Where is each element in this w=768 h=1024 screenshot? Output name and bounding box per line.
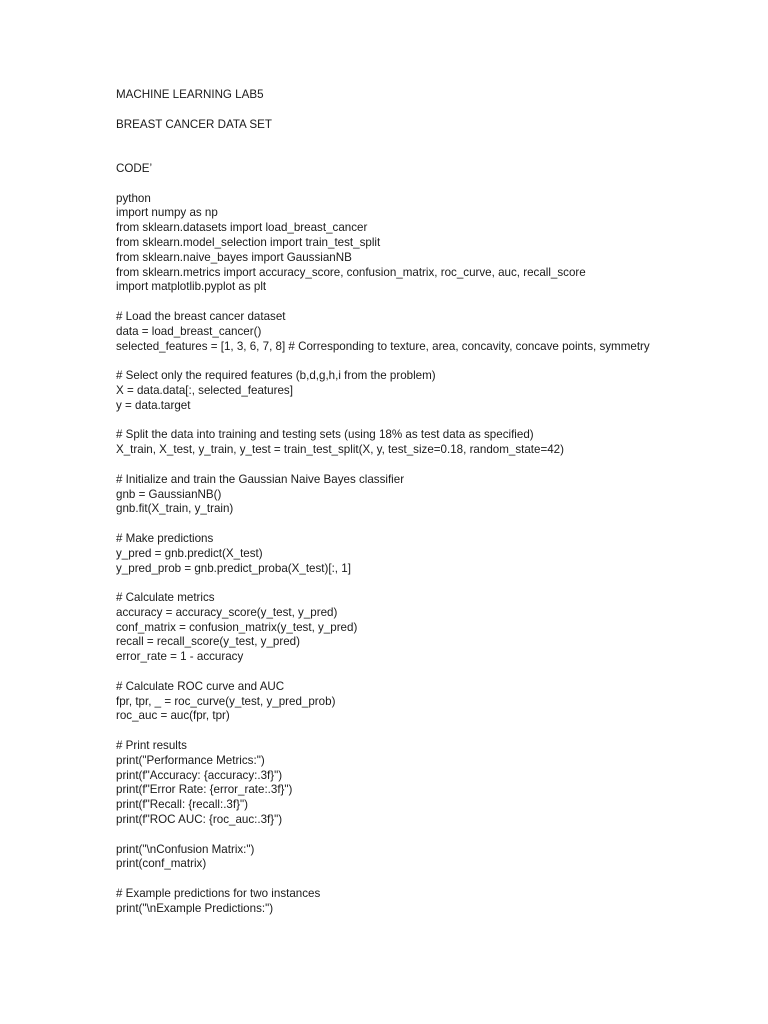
code-line: # Example predictions for two instances: [116, 887, 321, 901]
spacer: [116, 132, 716, 162]
code-block: [116, 192, 716, 296]
code-line: conf_matrix = confusion_matrix(y_test, y_pred): [116, 620, 358, 634]
code-block: [116, 310, 716, 354]
code-line: print(conf_matrix): [116, 857, 207, 871]
code-heading: CODE’: [116, 161, 153, 175]
code-block: [116, 591, 716, 665]
code-line: import numpy as np: [116, 206, 218, 220]
spacer: [116, 295, 716, 310]
code-line: import matplotlib.pyplot as plt: [116, 280, 267, 294]
code-line: print(f"Error Rate: {error_rate:.3f}"): [116, 783, 293, 797]
code-line: # Calculate ROC curve and AUC: [116, 679, 285, 693]
code-line: from sklearn.model_selection import train_test_split: [116, 235, 381, 249]
code-block: [116, 887, 716, 917]
code-line: y_pred_prob = gnb.predict_proba(X_test)[:, 1]: [116, 561, 351, 575]
code-block: [116, 680, 716, 724]
code-line: print("\nConfusion Matrix:"): [116, 842, 255, 856]
code-line: gnb = GaussianNB(): [116, 487, 222, 501]
code-block: [116, 739, 716, 828]
spacer: [116, 458, 716, 473]
code-line: accuracy = accuracy_score(y_test, y_pred): [116, 605, 338, 619]
code-line: print(f"Recall: {recall:.3f}"): [116, 798, 248, 812]
spacer: [116, 177, 716, 192]
code-listing: [116, 192, 716, 917]
code-line: print("Performance Metrics:"): [116, 753, 265, 767]
spacer: [116, 414, 716, 429]
spacer: [116, 724, 716, 739]
code-line: from sklearn.datasets import load_breast_cancer: [116, 221, 368, 235]
code-block: [116, 369, 716, 413]
code-line: # Print results: [116, 739, 187, 753]
spacer: [116, 665, 716, 680]
code-line: from sklearn.naive_bayes import GaussianNB: [116, 250, 352, 264]
code-line: error_rate = 1 - accuracy: [116, 650, 244, 664]
code-line: data = load_breast_cancer(): [116, 324, 262, 338]
document-title: MACHINE LEARNING LAB5: [116, 88, 264, 101]
code-line: X_train, X_test, y_train, y_test = train_test_split(X, y, test_size=0.18, random_state=42): [116, 443, 564, 457]
code-line: print(f"ROC AUC: {roc_auc:.3f}"): [116, 813, 283, 827]
code-line: # Select only the required features (b,d,g,h,i from the problem): [116, 369, 436, 383]
spacer: [116, 103, 716, 118]
code-line: # Initialize and train the Gaussian Naive Bayes classifier: [116, 472, 405, 486]
code-block: [116, 532, 716, 576]
document-subtitle: BREAST CANCER DATA SET: [116, 117, 272, 131]
spacer: [116, 517, 716, 532]
code-block: [116, 473, 716, 517]
code-line: X = data.data[:, selected_features]: [116, 383, 293, 397]
code-line: gnb.fit(X_train, y_train): [116, 502, 234, 516]
code-line: # Split the data into training and testing sets (using 18% as test data as specified): [116, 428, 534, 442]
code-line: fpr, tpr, _ = roc_curve(y_test, y_pred_prob): [116, 694, 336, 708]
code-block: [116, 843, 716, 873]
spacer: [116, 576, 716, 591]
code-line: # Load the breast cancer dataset: [116, 309, 286, 323]
code-line: print("\nExample Predictions:"): [116, 901, 274, 915]
code-line: print(f"Accuracy: {accuracy:.3f}"): [116, 768, 283, 782]
code-line: python: [116, 191, 151, 205]
code-line: # Calculate metrics: [116, 591, 215, 605]
spacer: [116, 828, 716, 843]
code-line: from sklearn.metrics import accuracy_score, confusion_matrix, roc_curve, auc, recall_score: [116, 265, 586, 279]
code-line: roc_auc = auc(fpr, tpr): [116, 709, 230, 723]
code-block: [116, 428, 716, 458]
code-line: # Make predictions: [116, 531, 214, 545]
code-line: y = data.target: [116, 398, 191, 412]
code-line: y_pred = gnb.predict(X_test): [116, 546, 263, 560]
document-body: [116, 88, 716, 917]
code-line: recall = recall_score(y_test, y_pred): [116, 635, 300, 649]
code-line: selected_features = [1, 3, 6, 7, 8] # Corresponding to texture, area, concavity, concave points, symmetry: [116, 339, 650, 353]
spacer: [116, 872, 716, 887]
spacer: [116, 354, 716, 369]
